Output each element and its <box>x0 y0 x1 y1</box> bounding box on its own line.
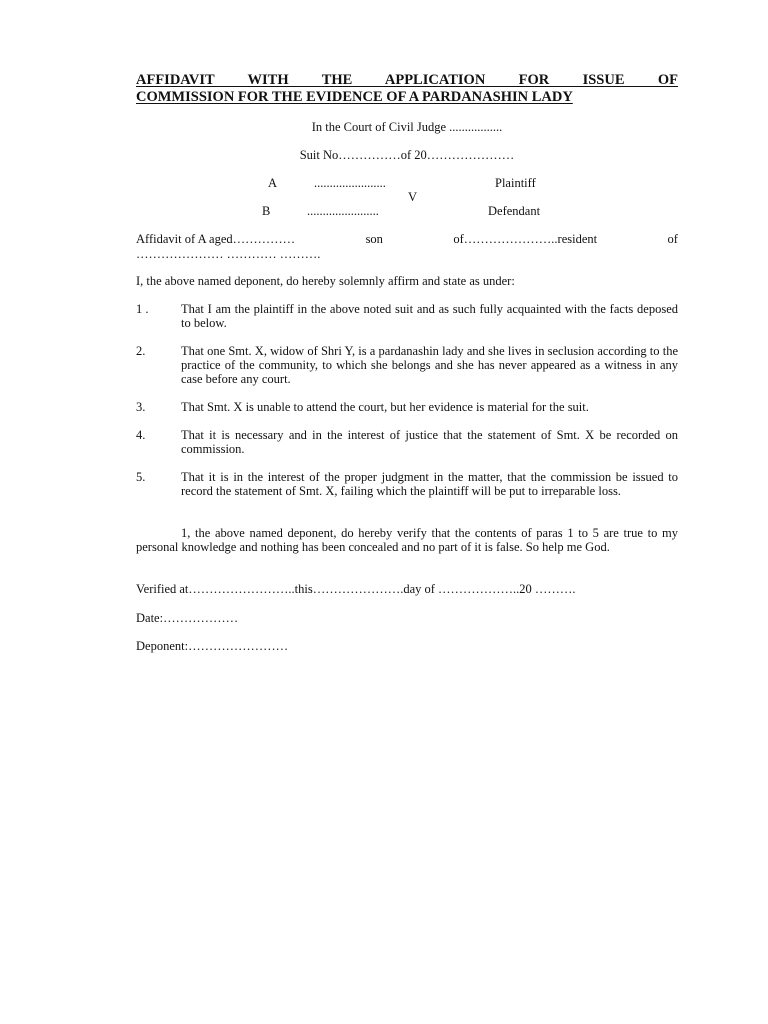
affidavit-address-blank: ………………… ………… ………. <box>136 247 321 261</box>
intro-statement: I, the above named deponent, do hereby solemnly affirm and state as under: <box>136 274 515 288</box>
document-title-line-1: AFFIDAVIT WITH THE APPLICATION FOR ISSUE OF <box>136 72 678 88</box>
court-line: In the Court of Civil Judge ................. <box>311 120 503 134</box>
affidavit-of-line <box>136 232 678 246</box>
date-line: Date:……………… <box>136 611 239 625</box>
party-a-name-blank: ....................... <box>314 176 386 190</box>
paragraph-number: 1 . <box>136 302 149 316</box>
paragraph-text: That Smt. X is unable to attend the court, but her evidence is material for the suit. <box>181 400 589 414</box>
affidavit-name-age: Affidavit of A aged…………… <box>136 232 296 246</box>
affidavit-of-label: of <box>667 232 678 246</box>
verification-statement: 1, the above named deponent, do hereby verify that the contents of paras 1 to 5 are true to my personal knowledge and nothing has been concealed and no part of it is false. So help me God. <box>136 526 678 554</box>
paragraph-number: 5. <box>136 470 146 484</box>
paragraph-number: 3. <box>136 400 146 414</box>
affidavit-son-label: son <box>365 232 383 246</box>
affidavit-father-resident: of…………………..resident <box>453 232 598 246</box>
party-b-name-blank: ....................... <box>307 204 379 218</box>
plaintiff-label: Plaintiff <box>495 176 536 190</box>
defendant-label: Defendant <box>488 204 541 218</box>
document-title-line-2: COMMISSION FOR THE EVIDENCE OF A PARDANASHIN LADY <box>136 89 573 105</box>
suit-number-line: Suit No……………of 20………………… <box>299 148 515 162</box>
paragraph-text: That it is necessary and in the interest of justice that the statement of Smt. X be recorded on commission. <box>181 428 678 456</box>
paragraph-number: 4. <box>136 428 146 442</box>
paragraph-number: 2. <box>136 344 146 358</box>
paragraph-text: That it is in the interest of the proper judgment in the matter, that the commission be issued to record the statement of Smt. X, failing which the plaintiff will be put to irreparable loss. <box>181 470 678 498</box>
paragraph-text: That one Smt. X, widow of Shri Y, is a pardanashin lady and she lives in seclusion according to the practice of the community, to which she belongs and she has never appeared as a witness in any case before any court. <box>181 344 678 386</box>
party-a-label: A <box>268 176 278 190</box>
versus-label: V <box>408 190 418 204</box>
paragraph-text: That I am the plaintiff in the above noted suit and as such fully acquainted with the facts deposed to below. <box>181 302 678 330</box>
verified-at-line: Verified at……………………..this………………….day of ………………..20 ………. <box>136 582 576 596</box>
party-b-label: B <box>262 204 271 218</box>
deponent-signature-line: Deponent:…………………… <box>136 639 289 653</box>
